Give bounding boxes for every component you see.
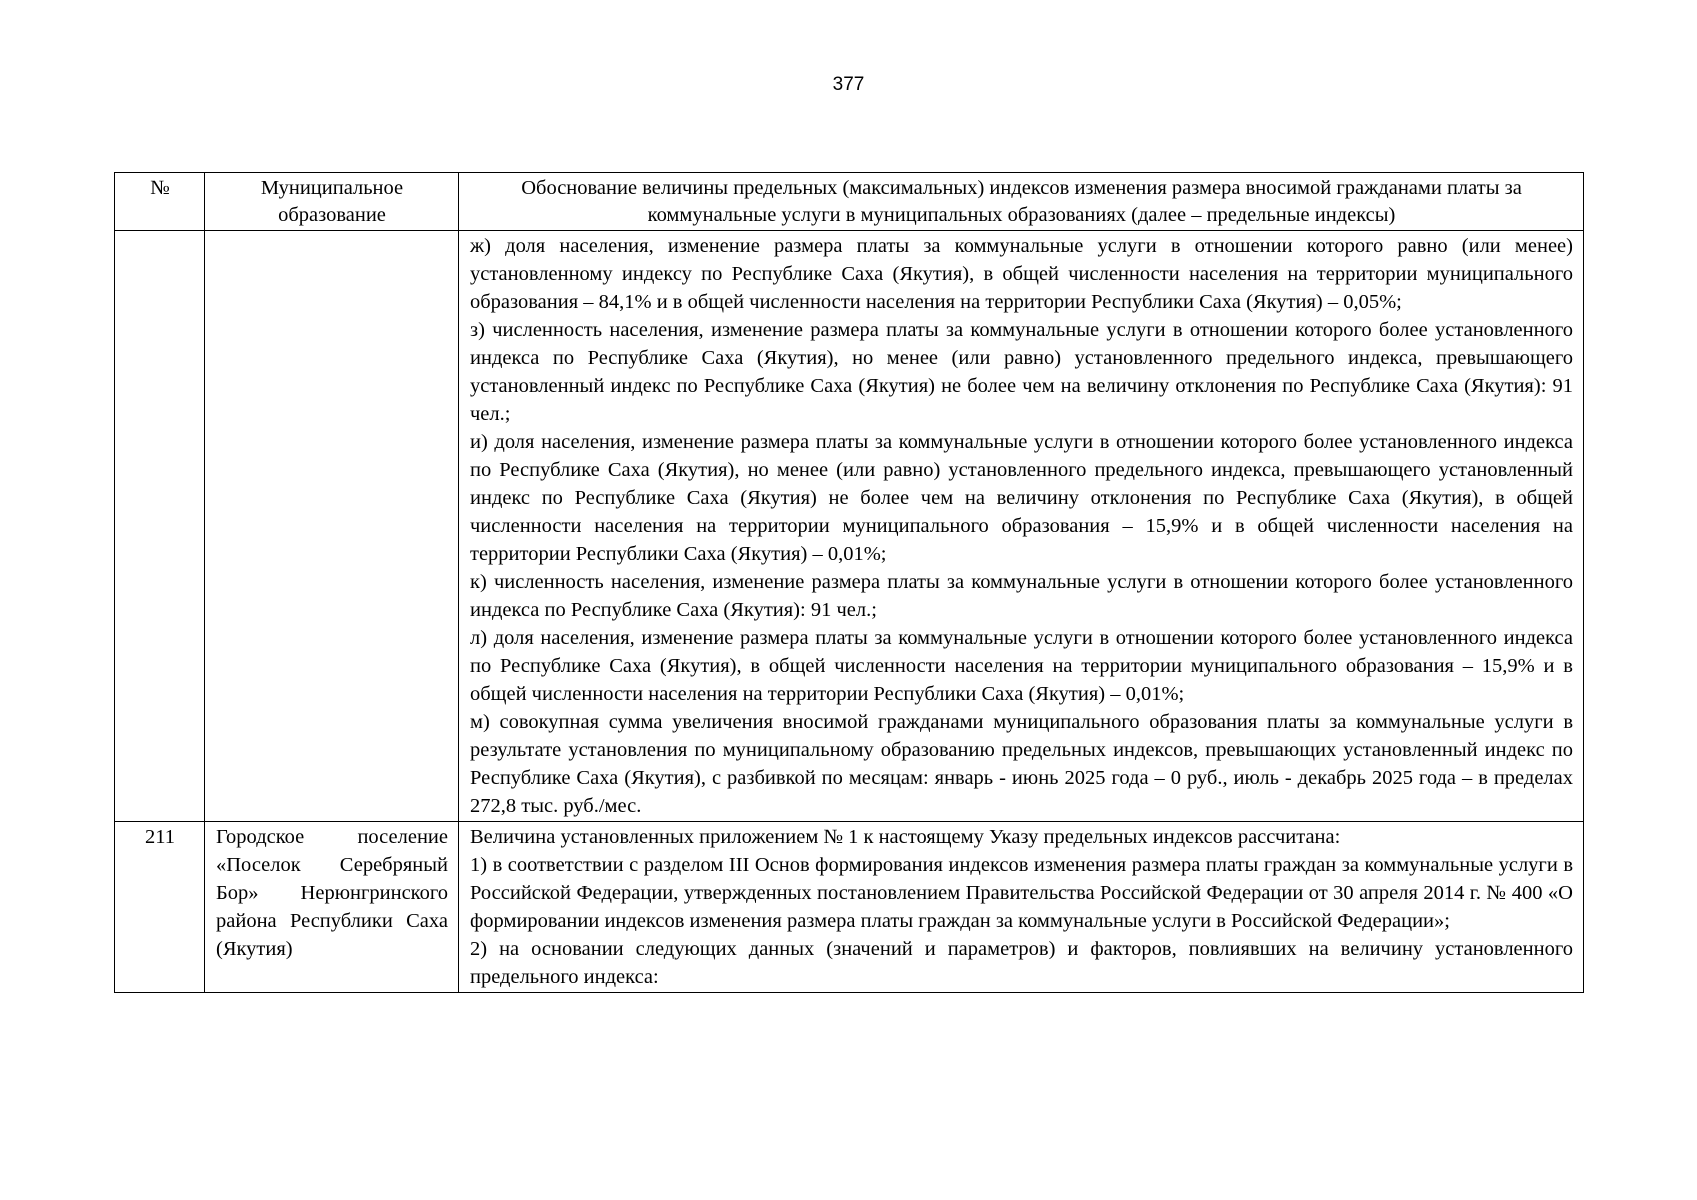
municipality-cell: Городское поселение «Поселок Серебряный Бор» Нерюнгринского района Республики Саха (Якутия) <box>205 822 459 993</box>
paragraph-k: к) численность населения, изменение размера платы за коммунальные услуги в отношении которого более установленного индекса по Республике Саха (Якутия): 91 чел.; <box>470 571 1573 621</box>
header-row <box>115 173 1584 231</box>
table-header <box>115 173 1584 231</box>
table-row <box>115 231 1584 822</box>
row-number-cell: 211 <box>115 822 205 993</box>
paragraph-2: 2) на основании следующих данных (значений и параметров) и факторов, повлиявших на величину установленного предельного индекса: <box>470 938 1573 988</box>
paragraph-l: л) доля населения, изменение размера платы за коммунальные услуги в отношении которого более установленного индекса по Республике Саха (Якутия), в общей численности населения на территории муниципального образования – 15,9% и в общей численности населения на территории Республики Саха (Якутия) – 0,01%; <box>470 627 1573 705</box>
paragraph-i: и) доля населения, изменение размера платы за коммунальные услуги в отношении которого более установленного индекса по Республике Саха (Якутия), но менее (или равно) установленного предельного индекса, превышающего установленный индекс по Республике Саха (Якутия) не более чем на величину отклонения по Республике Саха (Якутия), в общей численности населения на территории муниципального образования – 15,9% и в общей численности населения на территории Республики Саха (Якутия) – 0,01%; <box>470 431 1573 565</box>
header-number: № <box>115 173 205 231</box>
paragraph-1: 1) в соответствии с разделом III Основ формирования индексов изменения размера платы граждан за коммунальные услуги в Российской Федерации, утвержденных постановлением Правительства Российской Федерации от 30 апреля 2014 г. № 400 «О формировании индексов изменения размера платы граждан за коммунальные услуги в Российской Федерации»; <box>470 854 1573 932</box>
header-justification: Обоснование величины предельных (максимальных) индексов изменения размера вносимой гражданами платы за коммунальные услуги в муниципальных образованиях (далее – предельные индексы) <box>459 173 1584 231</box>
table-row <box>115 822 1584 993</box>
table-body <box>115 231 1584 993</box>
paragraph-m: м) совокупная сумма увеличения вносимой гражданами муниципального образования платы за коммунальные услуги в результате установления по муниципальному образованию предельных индексов, превышающих установленный индекс по Республике Саха (Якутия), с разбивкой по месяцам: январь - июнь 2025 года – 0 руб., июль - декабрь 2025 года – в пределах 272,8 тыс. руб./мес. <box>470 711 1573 817</box>
justification-cell <box>459 231 1584 822</box>
page-number: 377 <box>832 74 865 95</box>
row-number-cell <box>115 231 205 822</box>
paragraph-zh: ж) доля населения, изменение размера платы за коммунальные услуги в отношении которого равно (или менее) установленному индексу по Республике Саха (Якутия), в общей численности населения на территории муниципального образования – 84,1% и в общей численности населения на территории Республики Саха (Якутия) – 0,05%; <box>470 235 1573 313</box>
justification-table <box>114 172 1584 993</box>
paragraph-intro: Величина установленных приложением № 1 к настоящему Указу предельных индексов рассчитана: <box>470 826 1341 848</box>
paragraph-z: з) численность населения, изменение размера платы за коммунальные услуги в отношении которого более установленного индекса по Республике Саха (Якутия), но менее (или равно) установленного предельного индекса, превышающего установленный индекс по Республике Саха (Якутия) не более чем на величину отклонения по Республике Саха (Якутия): 91 чел.; <box>470 319 1573 425</box>
justification-cell <box>459 822 1584 993</box>
municipality-cell <box>205 231 459 822</box>
header-municipality: Муниципальное образование <box>205 173 459 231</box>
